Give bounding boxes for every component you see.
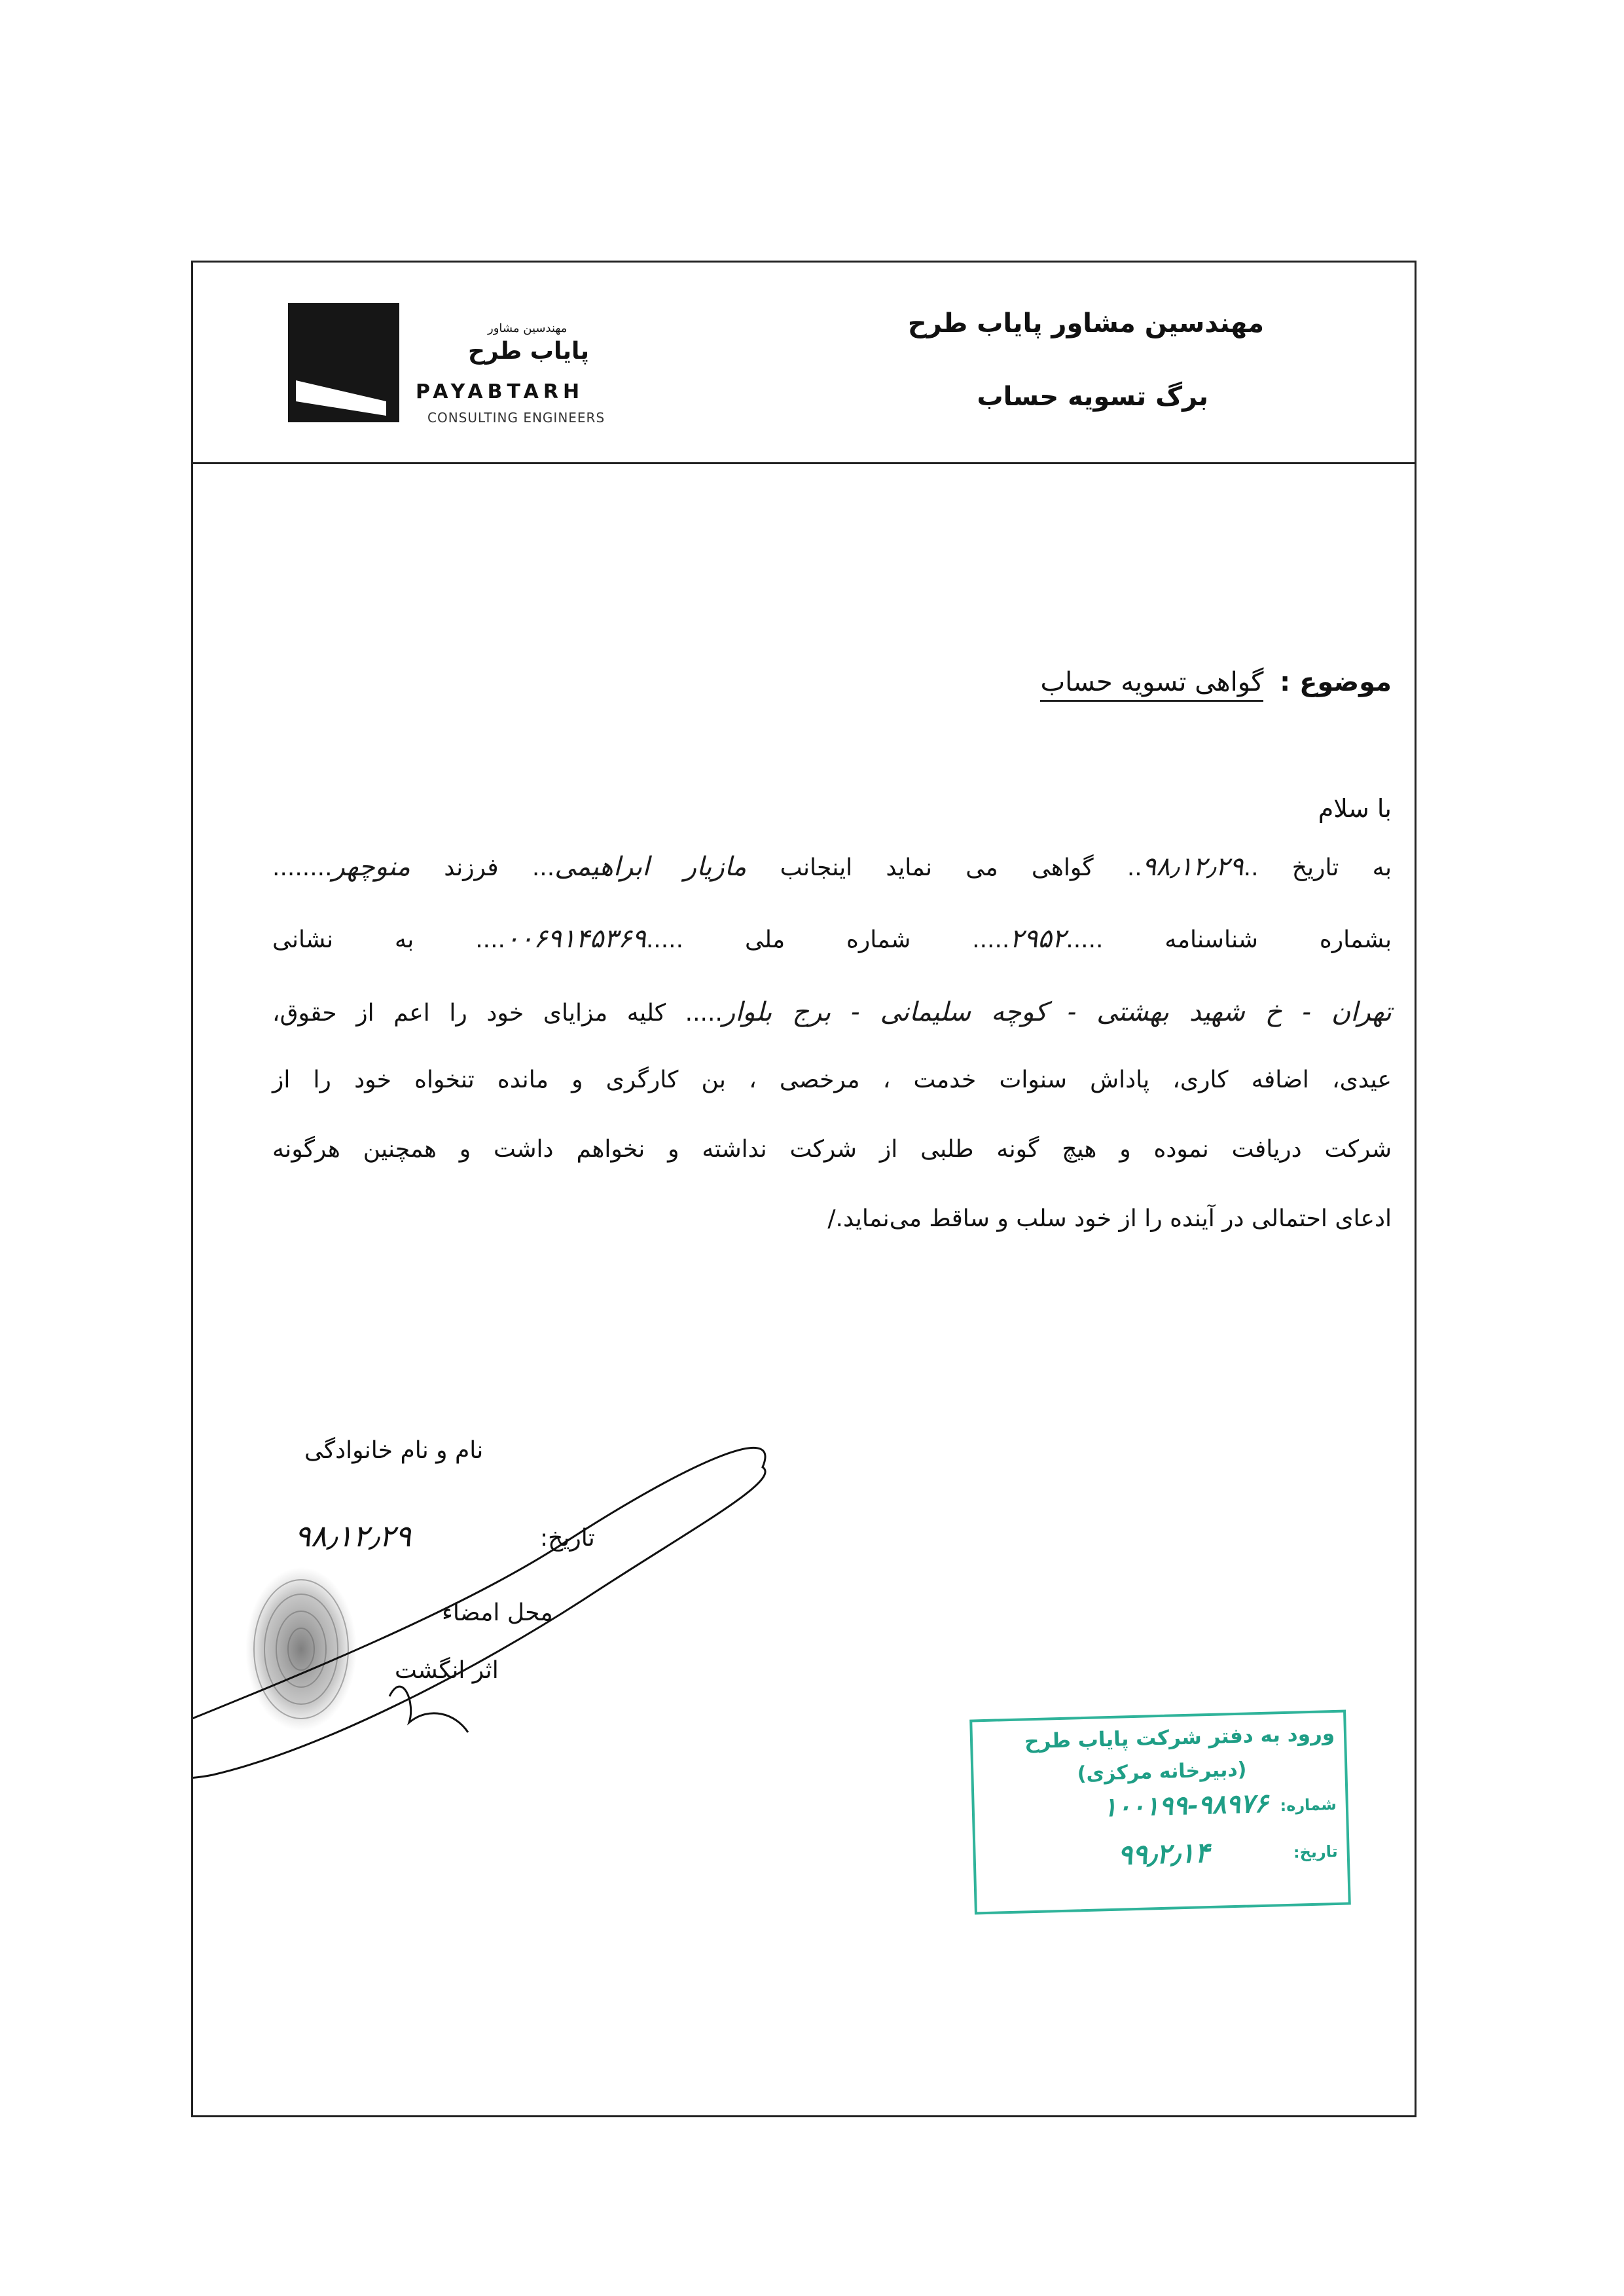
stamp-number-label: شماره: xyxy=(1280,1795,1337,1815)
body-text: به تاریخ xyxy=(1291,854,1392,881)
body-text: به نشانی xyxy=(272,926,414,953)
form-title: برگ تسویه حساب xyxy=(977,382,1208,412)
body-text: بشماره شناسنامه xyxy=(1164,926,1392,953)
receipt-stamp xyxy=(969,1710,1351,1915)
body-line-5: شرکت دریافت نموده و هیچ گونه طلبی از شرکت نداشته و نخواهم داشت و همچنین هرگونه xyxy=(272,1136,1392,1163)
logo-fa-name: پایاب طرح xyxy=(468,338,590,365)
handwritten-id-number: ۲۹۵۲ xyxy=(1009,924,1066,954)
stamp-subtitle: (دبیرخانه مرکزی) xyxy=(1077,1758,1247,1786)
handwritten-sign-date: ۹۸٫۱۲٫۲۹ xyxy=(295,1518,412,1554)
signature-label: محل امضاء xyxy=(442,1599,553,1626)
body-text: فرزند xyxy=(444,854,499,881)
handwritten-name: مازیار ابراهیمی xyxy=(554,852,747,882)
logo-en-name: PAYABTARH xyxy=(416,380,585,403)
body-line-4: عیدی، اضافه کاری، پاداش سنوات خدمت ، مرخصی ، بن کارگری و مانده تنخواه خود را از xyxy=(272,1066,1392,1093)
document-frame xyxy=(191,261,1416,2117)
greeting: با سلام xyxy=(1318,794,1392,823)
subject-label: موضوع : xyxy=(1280,667,1392,697)
body-line-2: بشماره شناسنامه .....۲۹۵۲..... شماره ملی .....۰۰۶۹۱۴۵۳۶۹.... به نشانی xyxy=(272,924,1392,954)
logo-en-subtitle: CONSULTING ENGINEERS xyxy=(427,410,605,426)
stamp-date-label: تاریخ: xyxy=(1293,1842,1339,1862)
body-text: شماره ملی xyxy=(744,926,911,953)
body-text: گواهی می نماید اینجانب xyxy=(780,854,1094,881)
stamp-number: ۱۰۰۱۹۹-۹۸۹۷۶ xyxy=(1102,1787,1269,1823)
logo-fa-subtitle: مهندسین مشاور xyxy=(488,321,568,335)
subject xyxy=(1040,667,1392,697)
stamp-date: ۹۹٫۲٫۱۴ xyxy=(1117,1836,1210,1871)
signature-and-fingerprint-icon xyxy=(193,263,1044,1834)
stamp-title: ورود به دفتر شرکت پایاب طرح xyxy=(1024,1721,1335,1754)
handwritten-father-name: منوچهر xyxy=(332,852,410,882)
date-label: تاریخ: xyxy=(540,1525,595,1552)
handwritten-date: ۹۸٫۱۲٫۲۹ xyxy=(1142,852,1244,882)
body-line-1: به تاریخ ..۹۸٫۱۲٫۲۹.. گواهی می نماید اینجانب مازیار ابراهیمی... فرزند منوچهر........ xyxy=(272,852,1392,882)
body-line-3: تهران - خ شهید بهشتی - کوچه سلیمانی - برج بلوار..... کلیه مزایای خود را اعم از حقوق، xyxy=(272,997,1392,1027)
subject-value: گواهی تسویه حساب xyxy=(1040,667,1263,702)
body-text: کلیه مزایای خود را اعم از حقوق، xyxy=(272,1000,666,1027)
handwritten-address: تهران - خ شهید بهشتی - کوچه سلیمانی - برج بلوار xyxy=(722,997,1392,1027)
body-line-6: ادعای احتمالی در آینده را از خود سلب و ساقط می‌نماید./ xyxy=(827,1205,1392,1232)
name-label: نام و نام خانوادگی xyxy=(304,1437,484,1464)
handwritten-national-id: ۰۰۶۹۱۴۵۳۶۹ xyxy=(505,924,646,954)
fingerprint-label: اثر انگشت xyxy=(395,1657,499,1684)
company-name: مهندسین مشاور پایاب طرح xyxy=(907,308,1264,338)
